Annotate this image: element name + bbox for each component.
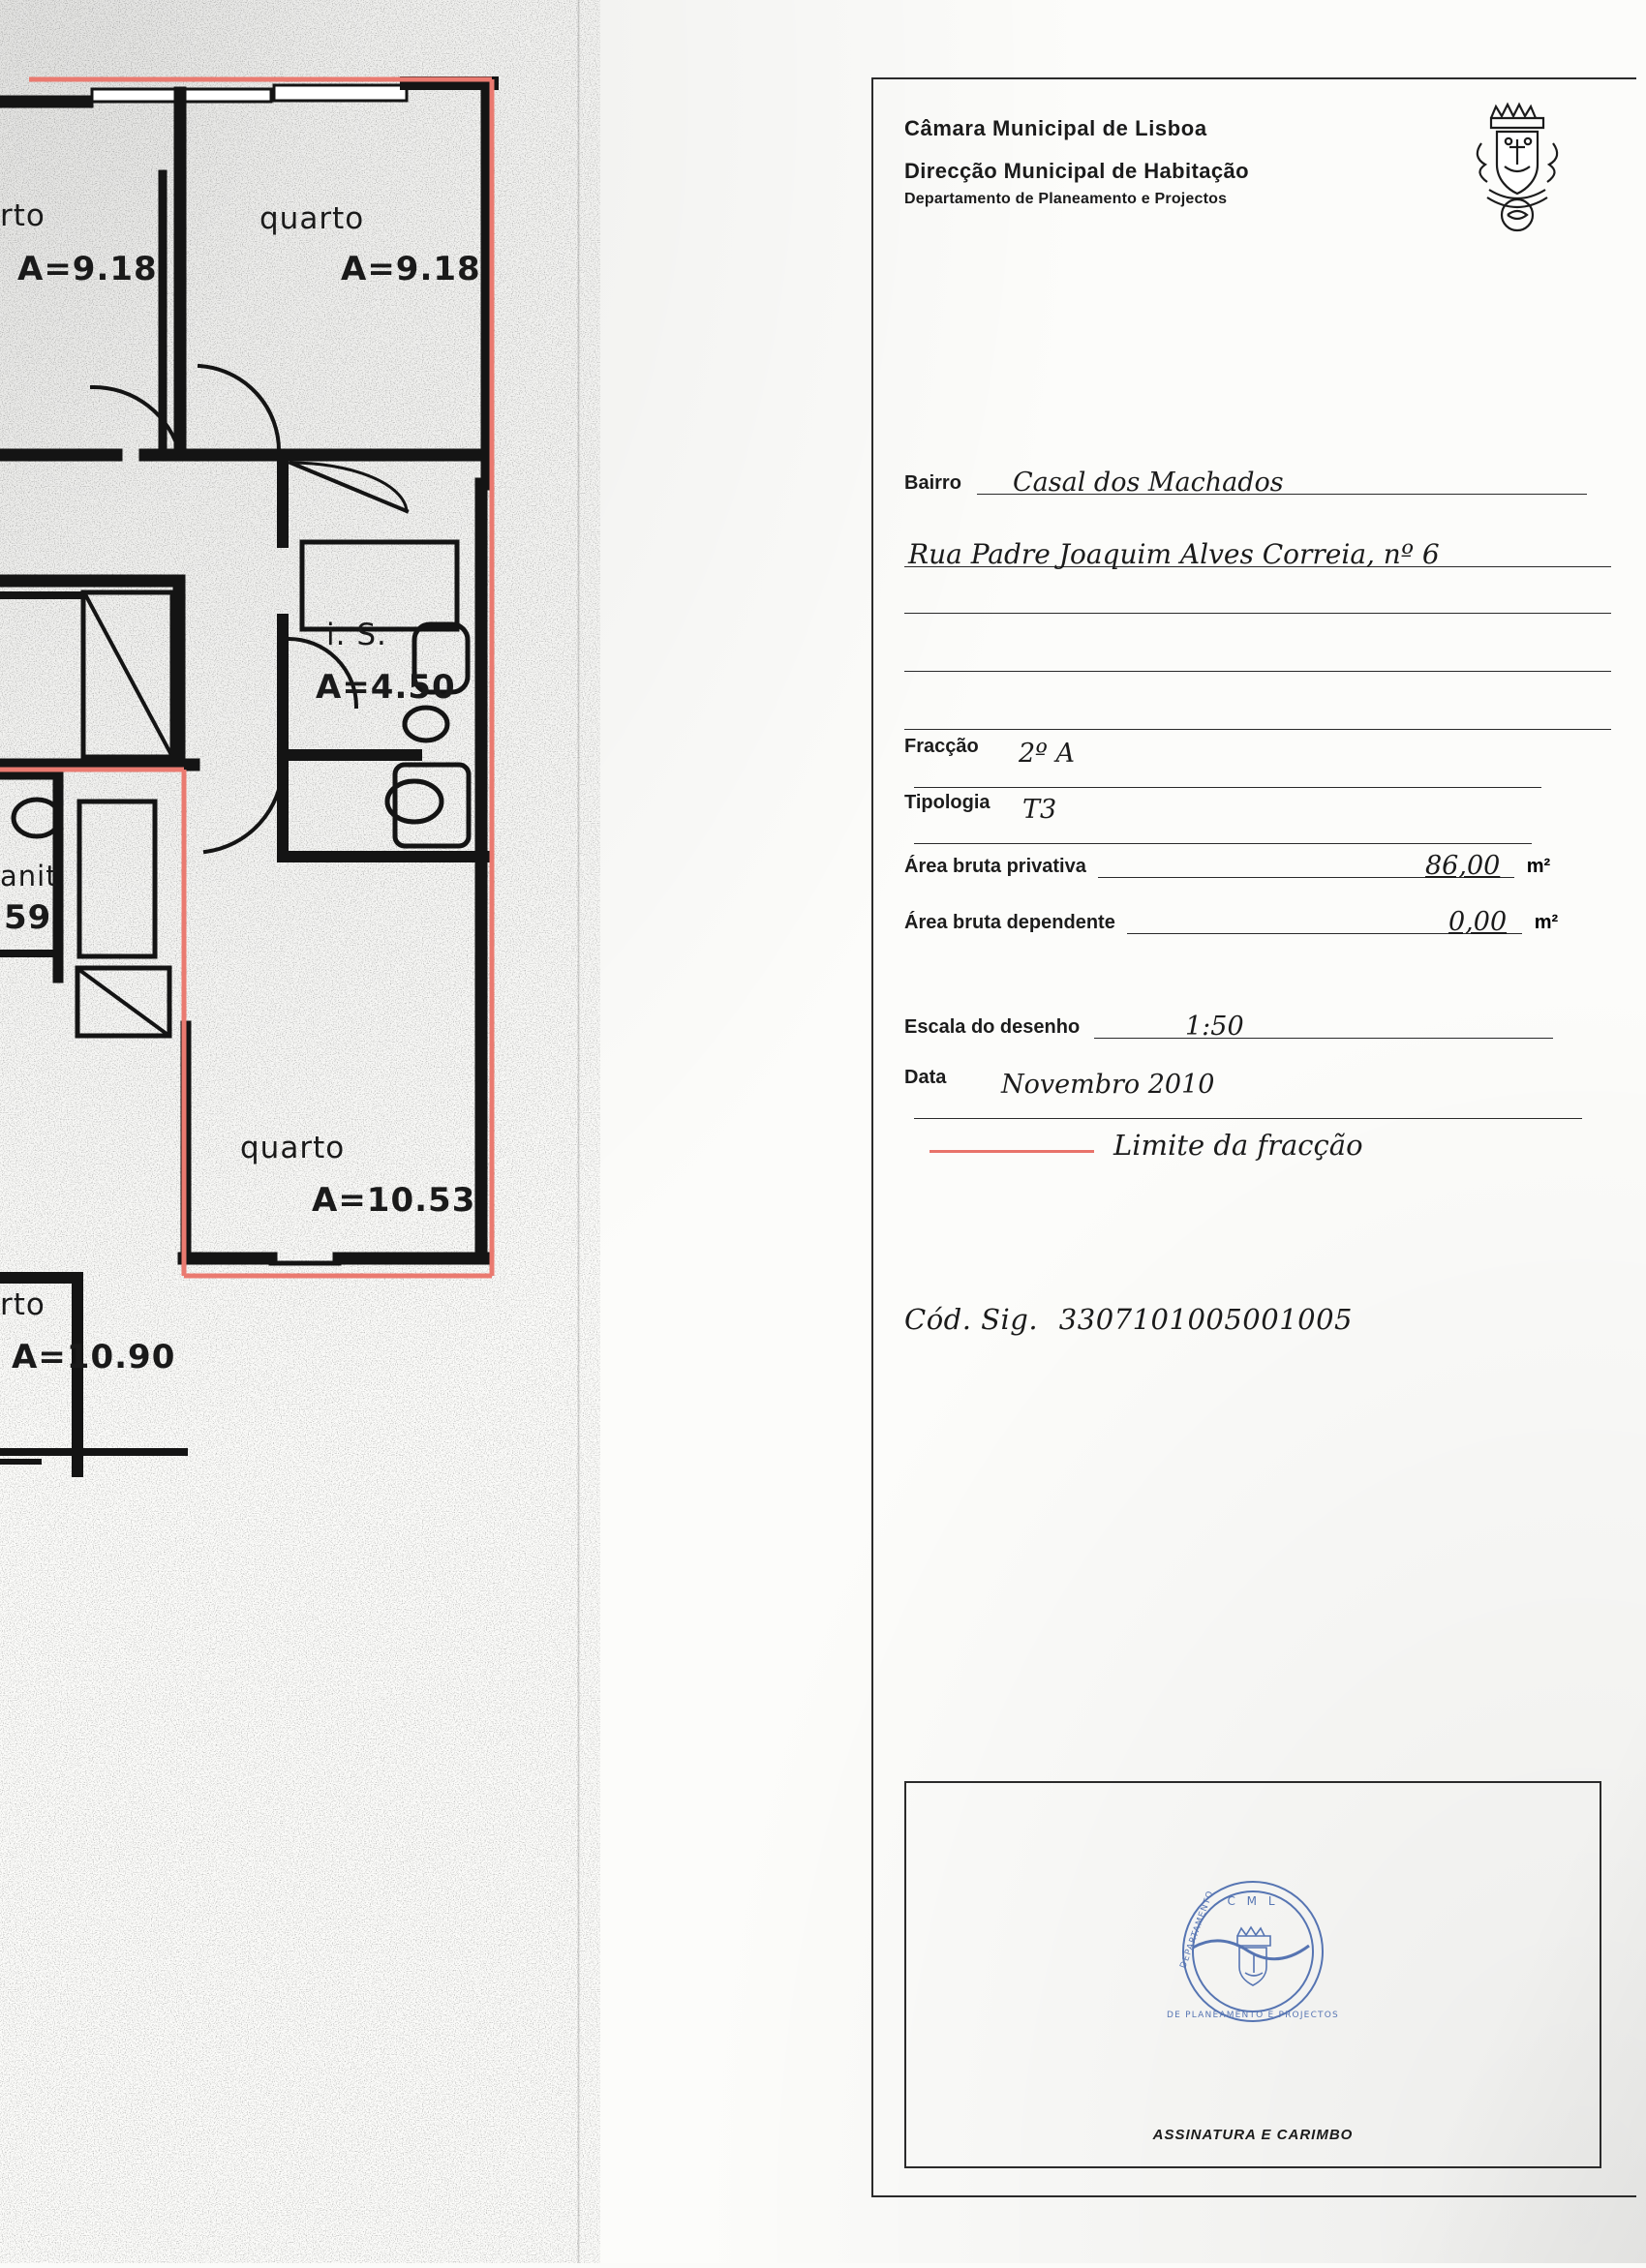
- field-area-privativa-unit: m²: [1526, 856, 1551, 877]
- code-label: Cód. Sig.: [904, 1303, 1039, 1336]
- field-morada: [904, 537, 1611, 576]
- signature-caption: ASSINATURA E CARIMBO: [1152, 2127, 1354, 2143]
- room-area-is: A=4.50: [316, 668, 456, 707]
- title-block: [871, 77, 1636, 2197]
- room-label-is: i. S.: [326, 618, 387, 652]
- blank-rule-2: [904, 671, 1611, 672]
- field-area-privativa: [904, 848, 1611, 887]
- field-data-value[interactable]: Novembro 2010: [1001, 1070, 1215, 1100]
- room-area-quarto-partial: A=9.18: [17, 250, 158, 288]
- blank-rule-1: [904, 613, 1611, 614]
- field-escala-value[interactable]: 1:50: [1185, 1012, 1244, 1042]
- organization-header: [904, 116, 1249, 208]
- room-area-sanit-partial: 59: [4, 898, 52, 937]
- legend-label: Limite da fracção: [1113, 1129, 1363, 1162]
- code-block: [904, 1303, 1353, 1336]
- official-round-stamp-icon: [1137, 1855, 1369, 2048]
- code-value: 3307101005001005: [1058, 1303, 1354, 1336]
- svg-text:C M L: C M L: [1227, 1894, 1279, 1909]
- field-fraccao: [904, 736, 1611, 774]
- field-area-dependente-label: Área bruta dependente: [904, 912, 1115, 933]
- lisbon-coat-of-arms-icon: [1454, 97, 1580, 237]
- room-label-sanit-partial: anit: [0, 860, 58, 892]
- field-area-privativa-label: Área bruta privativa: [904, 856, 1086, 877]
- field-morada-value[interactable]: Rua Padre Joaquim Alves Correia, nº 6: [908, 538, 1440, 570]
- room-area-quarto-1: A=9.18: [341, 250, 481, 288]
- org-line-3: Departamento de Planeamento e Projectos: [904, 191, 1228, 207]
- svg-text:DEPARTAMENTO: DEPARTAMENTO: [1178, 1890, 1216, 1971]
- field-area-privativa-value[interactable]: 86,00: [1425, 851, 1501, 881]
- svg-text:DE PLANEAMENTO E PROJECTOS: DE PLANEAMENTO E PROJECTOS: [1167, 2011, 1339, 2021]
- field-area-dependente: [904, 904, 1611, 943]
- field-tipologia: [904, 792, 1611, 831]
- org-line-2: Direcção Municipal de Habitação: [904, 159, 1249, 183]
- room-label-quarto-1: quarto: [259, 201, 365, 236]
- field-data: [904, 1067, 1611, 1105]
- field-area-dependente-unit: m²: [1534, 912, 1559, 933]
- field-tipologia-value[interactable]: T3: [1022, 795, 1057, 825]
- blank-rule-3: [904, 729, 1611, 730]
- room-label-quarto-partial: rto: [0, 198, 46, 233]
- field-bairro-label: Bairro: [904, 472, 961, 494]
- room-area-quarto-2: A=10.53: [312, 1181, 476, 1220]
- field-escala-label: Escala do desenho: [904, 1016, 1081, 1038]
- field-bairro: [904, 465, 1611, 503]
- field-tipologia-label: Tipologia: [904, 792, 991, 813]
- room-area-quarto-3-partial: A=10.90: [12, 1338, 176, 1376]
- room-label-quarto-3-partial: rto: [0, 1287, 46, 1322]
- room-label-quarto-2: quarto: [240, 1131, 346, 1165]
- field-fraccao-value[interactable]: 2º A: [1019, 739, 1075, 769]
- field-area-dependente-value[interactable]: 0,00: [1448, 907, 1508, 937]
- signature-stamp-box: [904, 1781, 1601, 2168]
- field-escala: [904, 1009, 1611, 1047]
- org-line-1: Câmara Municipal de Lisboa: [904, 116, 1207, 140]
- field-bairro-value[interactable]: Casal dos Machados: [1013, 468, 1284, 498]
- field-data-label: Data: [904, 1067, 947, 1088]
- legend-color-swatch: [930, 1150, 1094, 1153]
- field-fraccao-label: Fracção: [904, 736, 979, 757]
